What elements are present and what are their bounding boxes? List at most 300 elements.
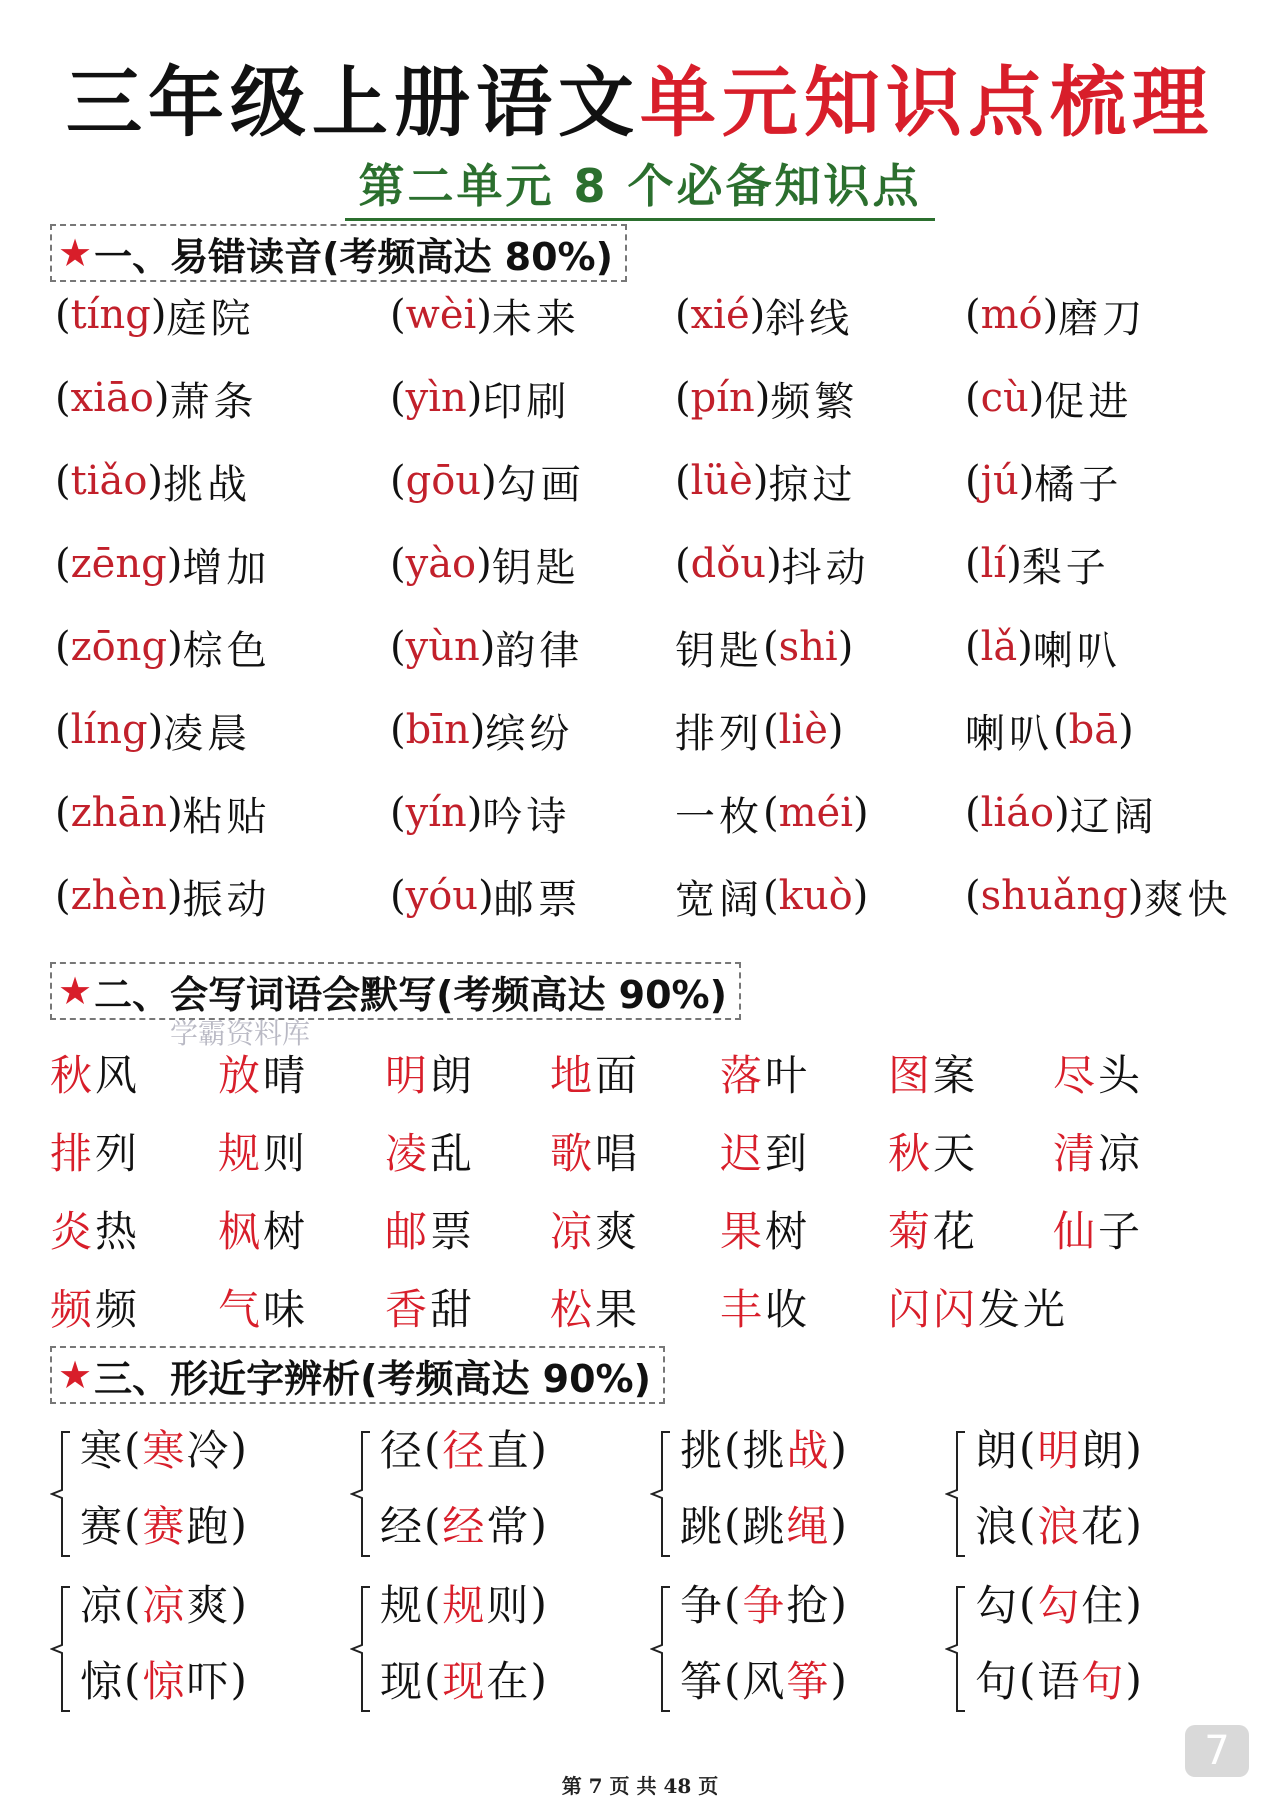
left-brace-icon (945, 1583, 967, 1715)
pinyin-reading: zōng (70, 624, 168, 670)
paren-close: ) (1042, 292, 1059, 338)
vocab-word (50, 1277, 140, 1337)
pinyin-group (55, 292, 166, 338)
similar-char: 挑 (680, 1426, 725, 1475)
example-red-char: 战 (786, 1426, 831, 1475)
star-icon: ★ (58, 231, 93, 275)
pinyin-group (55, 790, 183, 836)
paren-open: ( (124, 1423, 143, 1473)
pinyin-group (763, 624, 853, 670)
vocab-word (888, 1043, 978, 1103)
vocab-word (720, 1121, 810, 1181)
word: 挑战 (163, 461, 252, 508)
paren-close: ) (147, 707, 164, 753)
word: 吟诗 (482, 793, 571, 840)
similar-char-pair (650, 1418, 950, 1578)
pinyin-reading: pín (690, 375, 755, 421)
paren-open: ( (424, 1499, 443, 1549)
pinyin-reading: kuò (778, 873, 853, 919)
word: 邮票 (493, 876, 582, 923)
example-red-char: 规 (442, 1581, 487, 1630)
similar-char-row (680, 1418, 849, 1478)
pinyin-entry (55, 285, 254, 345)
paren-close: ) (469, 707, 486, 753)
pinyin-entry (965, 866, 1231, 926)
similar-char: 浪 (975, 1502, 1020, 1551)
paren-open: ( (724, 1654, 743, 1704)
paren-close: ) (749, 292, 766, 338)
similar-char-pair (350, 1573, 650, 1733)
pinyin-reading: lí (980, 541, 1007, 587)
paren-open: ( (763, 624, 779, 670)
paren-close: ) (827, 707, 844, 753)
vocab-word (1053, 1199, 1143, 1259)
vocab-red-part: 仙 (1053, 1207, 1099, 1256)
vocab-black-part: 收 (765, 1285, 811, 1334)
paren-open: ( (1053, 707, 1069, 753)
word: 辽阔 (1069, 793, 1158, 840)
paren-close: ) (766, 541, 782, 587)
word: 印刷 (482, 378, 571, 425)
pinyin-reading: lǎ (980, 624, 1018, 670)
paren-open: ( (724, 1499, 743, 1549)
pinyin-group (965, 458, 1034, 504)
paren-close: ) (1118, 707, 1134, 753)
pinyin-group (390, 790, 482, 836)
pinyin-group (675, 292, 765, 338)
vocab-red-part: 凌 (385, 1129, 431, 1178)
pinyin-entry (55, 866, 271, 926)
paren-open: ( (965, 790, 981, 836)
pinyin-reading: liáo (980, 790, 1055, 836)
similar-char-row (80, 1494, 249, 1554)
paren-open: ( (124, 1499, 143, 1549)
pinyin-reading: méi (778, 790, 854, 836)
similar-char: 朗 (975, 1426, 1020, 1475)
pinyin-entry (675, 451, 856, 511)
paren-close: ) (1125, 1654, 1144, 1704)
pinyin-reading: yùn (405, 624, 480, 670)
example-red-char: 句 (1081, 1657, 1126, 1706)
paren-close: ) (830, 1654, 849, 1704)
section-label: 一、易错读音(考频高达 80%) (94, 234, 613, 279)
word: 振动 (182, 876, 271, 923)
pinyin-group (763, 790, 869, 836)
paren-open: ( (55, 541, 71, 587)
vocab-red-part: 果 (720, 1207, 766, 1256)
section-label: 二、会写词语会默写(考频高达 90%) (94, 972, 727, 1017)
vocab-word (550, 1277, 640, 1337)
page-footer: 第 7 页 共 48 页 (561, 1774, 719, 1798)
pinyin-group (55, 707, 163, 753)
pinyin-reading: shi (778, 624, 838, 670)
vocab-word (218, 1043, 308, 1103)
vocab-red-part: 邮 (385, 1207, 431, 1256)
vocab-word (218, 1277, 308, 1337)
example-suffix: 跑 (186, 1502, 231, 1551)
paren-open: ( (1019, 1423, 1038, 1473)
paren-close: ) (230, 1423, 249, 1473)
word: 爽快 (1143, 876, 1232, 923)
vocab-word (50, 1043, 140, 1103)
section-label: 三、形近字辨析(考频高达 90%) (94, 1356, 651, 1401)
similar-char: 筝 (680, 1657, 725, 1706)
vocab-red-part: 放 (218, 1051, 264, 1100)
paren-open: ( (55, 292, 71, 338)
pinyin-entry (55, 534, 270, 594)
vocab-red-part: 枫 (218, 1207, 264, 1256)
pinyin-entry (675, 285, 853, 345)
similar-char: 争 (680, 1581, 725, 1630)
paren-open: ( (124, 1654, 143, 1704)
pinyin-group (1053, 707, 1134, 753)
paren-open: ( (965, 624, 981, 670)
pinyin-entry (55, 700, 251, 760)
paren-open: ( (1019, 1654, 1038, 1704)
word: 棕色 (182, 627, 271, 674)
similar-char-row (975, 1494, 1144, 1554)
paren-open: ( (390, 458, 406, 504)
paren-close: ) (530, 1578, 549, 1628)
left-brace-icon (945, 1428, 967, 1560)
pinyin-entry (390, 368, 570, 428)
example-red-char: 浪 (1037, 1502, 1082, 1551)
vocab-word (1053, 1121, 1143, 1181)
vocab-black-part: 风 (95, 1051, 141, 1100)
paren-close: ) (837, 624, 854, 670)
paren-close: ) (530, 1654, 549, 1704)
pinyin-group (390, 873, 494, 919)
paren-close: ) (752, 458, 769, 504)
vocab-black-part: 票 (430, 1207, 476, 1256)
vocab-black-part: 树 (263, 1207, 309, 1256)
word: 喇叭 (1032, 627, 1121, 674)
paren-close: ) (852, 873, 869, 919)
vocab-red-part: 明 (385, 1051, 431, 1100)
similar-char: 经 (380, 1502, 425, 1551)
paren-close: ) (167, 790, 183, 836)
paren-open: ( (724, 1423, 743, 1473)
pinyin-entry (55, 617, 271, 677)
vocab-black-part: 甜 (430, 1285, 476, 1334)
vocab-black-part: 则 (263, 1129, 309, 1178)
left-brace-icon (50, 1583, 72, 1715)
similar-char-row (680, 1573, 849, 1633)
pinyin-group (675, 541, 782, 587)
vocab-word (1053, 1043, 1143, 1103)
pinyin-reading: gōu (405, 458, 482, 504)
pinyin-entry (675, 368, 858, 428)
paren-close: ) (1125, 1578, 1144, 1628)
pinyin-group (763, 873, 868, 919)
paren-open: ( (390, 873, 406, 919)
vocab-red-part: 清 (1053, 1129, 1099, 1178)
pinyin-group (390, 458, 497, 504)
paren-close: ) (754, 375, 771, 421)
pinyin-reading: cù (980, 375, 1029, 421)
similar-char: 凉 (80, 1581, 125, 1630)
similar-char: 现 (380, 1657, 425, 1706)
paren-close: ) (1017, 624, 1033, 670)
example-suffix: 朗 (1081, 1426, 1126, 1475)
paren-close: ) (166, 541, 183, 587)
example-red-char: 惊 (142, 1657, 187, 1706)
pinyin-reading: yóu (405, 873, 479, 919)
vocab-word (720, 1199, 810, 1259)
vocab-black-part: 频 (95, 1285, 141, 1334)
paren-close: ) (1127, 873, 1144, 919)
vocab-red-part: 菊 (888, 1207, 934, 1256)
similar-char: 勾 (975, 1581, 1020, 1630)
paren-close: ) (476, 541, 492, 587)
paren-open: ( (55, 707, 71, 753)
paren-close: ) (830, 1499, 849, 1549)
word: 梨子 (1021, 544, 1110, 591)
vocab-red-part: 尽 (1053, 1051, 1099, 1100)
pinyin-reading: bīn (405, 707, 470, 753)
vocab-word (385, 1199, 475, 1259)
paren-close: ) (481, 458, 497, 504)
vocab-red-part: 松 (550, 1285, 596, 1334)
pinyin-entry (390, 285, 580, 345)
pinyin-group (390, 541, 492, 587)
similar-char: 规 (380, 1581, 425, 1630)
example-suffix: 常 (486, 1502, 531, 1551)
vocab-red-part: 图 (888, 1051, 934, 1100)
pinyin-reading: lüè (690, 458, 753, 504)
pinyin-reading: wèi (405, 292, 477, 338)
pinyin-group (390, 292, 492, 338)
pinyin-reading: xié (690, 292, 750, 338)
word: 粘贴 (182, 793, 271, 840)
vocab-word (720, 1043, 810, 1103)
paren-close: ) (1125, 1499, 1144, 1549)
example-suffix: 住 (1081, 1581, 1126, 1630)
paren-close: ) (830, 1423, 849, 1473)
vocab-black-part: 天 (933, 1129, 979, 1178)
similar-char-row (975, 1649, 1144, 1709)
pinyin-entry (390, 451, 585, 511)
watermark: 学霸资料库 (170, 1017, 311, 1050)
example-red-char: 径 (442, 1426, 487, 1475)
paren-open: ( (965, 873, 981, 919)
pinyin-entry (55, 451, 251, 511)
example-red-char: 绳 (786, 1502, 831, 1551)
vocab-word (50, 1199, 140, 1259)
vocab-word (720, 1277, 810, 1337)
paren-open: ( (1019, 1499, 1038, 1549)
paren-open: ( (965, 292, 981, 338)
example-prefix: 风 (742, 1657, 787, 1706)
pinyin-reading: zhān (70, 790, 168, 836)
pinyin-group (390, 707, 485, 753)
word: 韵律 (495, 627, 584, 674)
vocab-red-part: 气 (218, 1285, 264, 1334)
vocab-red-part: 地 (550, 1051, 596, 1100)
pinyin-group (55, 873, 183, 919)
paren-close: ) (1018, 458, 1035, 504)
page-subtitle: 第二单元 8 个必备知识点 (345, 150, 935, 221)
left-brace-icon (650, 1583, 672, 1715)
vocab-black-part: 头 (1098, 1051, 1144, 1100)
pinyin-group (675, 375, 770, 421)
word: 庭院 (166, 295, 255, 342)
paren-close: ) (230, 1654, 249, 1704)
pinyin-reading: tiǎo (70, 458, 148, 504)
paren-open: ( (965, 458, 981, 504)
vocab-black-part: 面 (595, 1051, 641, 1100)
pinyin-group (965, 541, 1022, 587)
pinyin-entry (675, 617, 853, 677)
pinyin-entry (55, 368, 258, 428)
similar-char-pair (945, 1418, 1245, 1578)
paren-open: ( (675, 458, 691, 504)
vocab-word (385, 1277, 475, 1337)
example-red-char: 凉 (142, 1581, 187, 1630)
vocab-red-part: 迟 (720, 1129, 766, 1178)
pinyin-group (55, 458, 163, 504)
pinyin-entry (675, 866, 868, 926)
pinyin-group (55, 541, 182, 587)
vocab-red-part: 规 (218, 1129, 264, 1178)
word: 一枚 (675, 793, 763, 840)
pinyin-entry (675, 700, 843, 760)
vocab-black-part: 朗 (430, 1051, 476, 1100)
vocab-red-part: 频 (50, 1285, 96, 1334)
word: 斜线 (765, 295, 854, 342)
left-brace-icon (50, 1428, 72, 1560)
paren-open: ( (390, 375, 406, 421)
paren-open: ( (390, 292, 406, 338)
similar-char-row (975, 1418, 1144, 1478)
example-suffix: 吓 (186, 1657, 231, 1706)
vocab-black-part: 花 (933, 1207, 979, 1256)
word: 增加 (182, 544, 271, 591)
word: 钥匙 (675, 627, 763, 674)
paren-open: ( (424, 1654, 443, 1704)
paren-close: ) (230, 1499, 249, 1549)
paren-close: ) (153, 375, 170, 421)
pinyin-entry (390, 866, 582, 926)
example-prefix: 挑 (742, 1426, 787, 1475)
example-suffix: 冷 (186, 1426, 231, 1475)
vocab-word (888, 1199, 978, 1259)
similar-char: 跳 (680, 1502, 725, 1551)
vocab-red-part: 凉 (550, 1207, 596, 1256)
vocab-black-part: 叶 (765, 1051, 811, 1100)
paren-close: ) (167, 624, 183, 670)
vocab-red-part: 闪闪 (888, 1285, 979, 1334)
pinyin-entry (965, 700, 1134, 760)
vocab-black-part: 案 (933, 1051, 979, 1100)
paren-open: ( (724, 1578, 743, 1628)
paren-close: ) (150, 292, 167, 338)
similar-char-row (380, 1573, 549, 1633)
paren-open: ( (55, 790, 71, 836)
pinyin-reading: xiāo (70, 375, 154, 421)
vocab-red-part: 秋 (888, 1129, 934, 1178)
similar-char-row (680, 1494, 849, 1554)
page-number-badge: 7 (1185, 1725, 1249, 1777)
pinyin-reading: líng (70, 707, 148, 753)
word: 抖动 (781, 544, 870, 591)
paren-open: ( (124, 1578, 143, 1628)
vocab-black-part: 凉 (1098, 1129, 1144, 1178)
vocab-black-part: 子 (1098, 1207, 1144, 1256)
pinyin-group (390, 375, 482, 421)
section-heading-3 (50, 1346, 665, 1404)
paren-open: ( (424, 1578, 443, 1628)
pinyin-group (965, 375, 1044, 421)
paren-open: ( (965, 375, 981, 421)
pinyin-reading: yín (405, 790, 467, 836)
vocab-black-part: 发光 (978, 1285, 1069, 1334)
paren-open: ( (55, 458, 71, 504)
paren-open: ( (763, 707, 779, 753)
vocab-black-part: 树 (765, 1207, 811, 1256)
example-suffix: 直 (486, 1426, 531, 1475)
paren-close: ) (1125, 1423, 1144, 1473)
vocab-word (218, 1121, 308, 1181)
left-brace-icon (350, 1583, 372, 1715)
pinyin-group (390, 624, 495, 670)
similar-char: 径 (380, 1426, 425, 1475)
word: 促进 (1044, 378, 1133, 425)
paren-open: ( (390, 707, 406, 753)
pinyin-entry (55, 783, 271, 843)
title-red: 单元知识点梳理 (640, 58, 1214, 147)
pinyin-reading: bā (1068, 707, 1119, 753)
similar-char-pair (50, 1418, 350, 1578)
vocab-black-part: 乱 (430, 1129, 476, 1178)
paren-open: ( (965, 541, 981, 587)
similar-char: 赛 (80, 1502, 125, 1551)
vocab-word (888, 1121, 978, 1181)
pinyin-reading: tíng (70, 292, 151, 338)
paren-open: ( (390, 541, 406, 587)
paren-close: ) (476, 292, 492, 338)
word: 萧条 (169, 378, 258, 425)
example-red-char: 赛 (142, 1502, 187, 1551)
vocab-black-part: 列 (95, 1129, 141, 1178)
paren-close: ) (830, 1578, 849, 1628)
example-suffix: 花 (1081, 1502, 1126, 1551)
example-red-char: 明 (1037, 1426, 1082, 1475)
pinyin-reading: liè (778, 707, 828, 753)
vocab-black-part: 爽 (595, 1207, 641, 1256)
pinyin-reading: jú (980, 458, 1019, 504)
pinyin-entry (965, 534, 1110, 594)
paren-close: ) (166, 873, 183, 919)
pinyin-group (965, 873, 1143, 919)
word: 未来 (491, 295, 580, 342)
vocab-red-part: 歌 (550, 1129, 596, 1178)
vocab-black-part: 晴 (263, 1051, 309, 1100)
example-red-char: 筝 (786, 1657, 831, 1706)
pinyin-group (675, 458, 768, 504)
vocab-black-part: 到 (765, 1129, 811, 1178)
paren-open: ( (763, 873, 779, 919)
pinyin-entry (390, 617, 583, 677)
similar-char-row (680, 1649, 849, 1709)
paren-close: ) (530, 1499, 549, 1549)
paren-close: ) (466, 375, 483, 421)
paren-open: ( (55, 375, 71, 421)
vocab-word (550, 1043, 640, 1103)
paren-close: ) (230, 1578, 249, 1628)
pinyin-reading: yào (405, 541, 477, 587)
similar-char-pair (50, 1573, 350, 1733)
